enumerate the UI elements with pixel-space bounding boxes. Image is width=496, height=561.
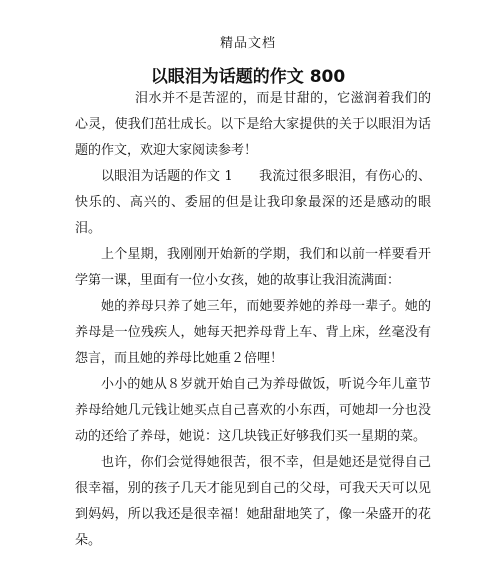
body-paragraph xyxy=(75,372,431,450)
paragraph-text: 也许，你们会觉得她很苦，很不幸，但是她还是觉得自己很幸福，别的孩子几天才能见到自己的父母，可我天天可以见到妈妈，所以我还是很幸福！她甜甜地笑了，像一朵盛开的花朵。 xyxy=(75,455,431,548)
body-paragraph xyxy=(75,294,431,372)
document-title: 以眼泪为话题的作文 800 xyxy=(150,67,346,87)
body-paragraph xyxy=(75,450,431,554)
paragraph-text: 小小的她从８岁就开始自己为养母做饭，听说今年儿童节养母给她几元钱让她买点自己喜欢的小东西，可她却一分也没动的还给了养母，她说：这几块钱正好够我们买一星期的菜。 xyxy=(75,377,431,444)
paragraph-text: 她的养母只养了她三年，而她要养她的养母一辈子。她的养母是一位残疾人，她每天把养母背上车、背上床，丝毫没有怨言，而且她的养母比她重２倍哩！ xyxy=(75,299,431,366)
essay-paragraph xyxy=(75,164,431,242)
page-header: 精品文档 xyxy=(219,36,276,51)
paragraph-text: 我流过很多眼泪，有伤心的、快乐的、高兴的、委屈的但是让我印象最深的还是感动的眼泪。 xyxy=(75,169,431,236)
essay-heading: 以眼泪为话题的作文 1 xyxy=(101,169,233,184)
intro-paragraph xyxy=(75,86,431,164)
paragraph-text: 泪水并不是苦涩的，而是甘甜的，它滋润着我们的心灵，使我们茁壮成长。以下是给大家提供的关于以眼泪为话题的作文，欢迎大家阅读参考！ xyxy=(75,91,431,158)
paragraph-text: 上个星期，我刚刚开始新的学期，我们和以前一样要看开学第一课，里面有一位小女孩，她的故事让我泪流满面： xyxy=(75,247,431,288)
body-paragraph xyxy=(75,242,431,294)
document-body xyxy=(75,86,431,554)
